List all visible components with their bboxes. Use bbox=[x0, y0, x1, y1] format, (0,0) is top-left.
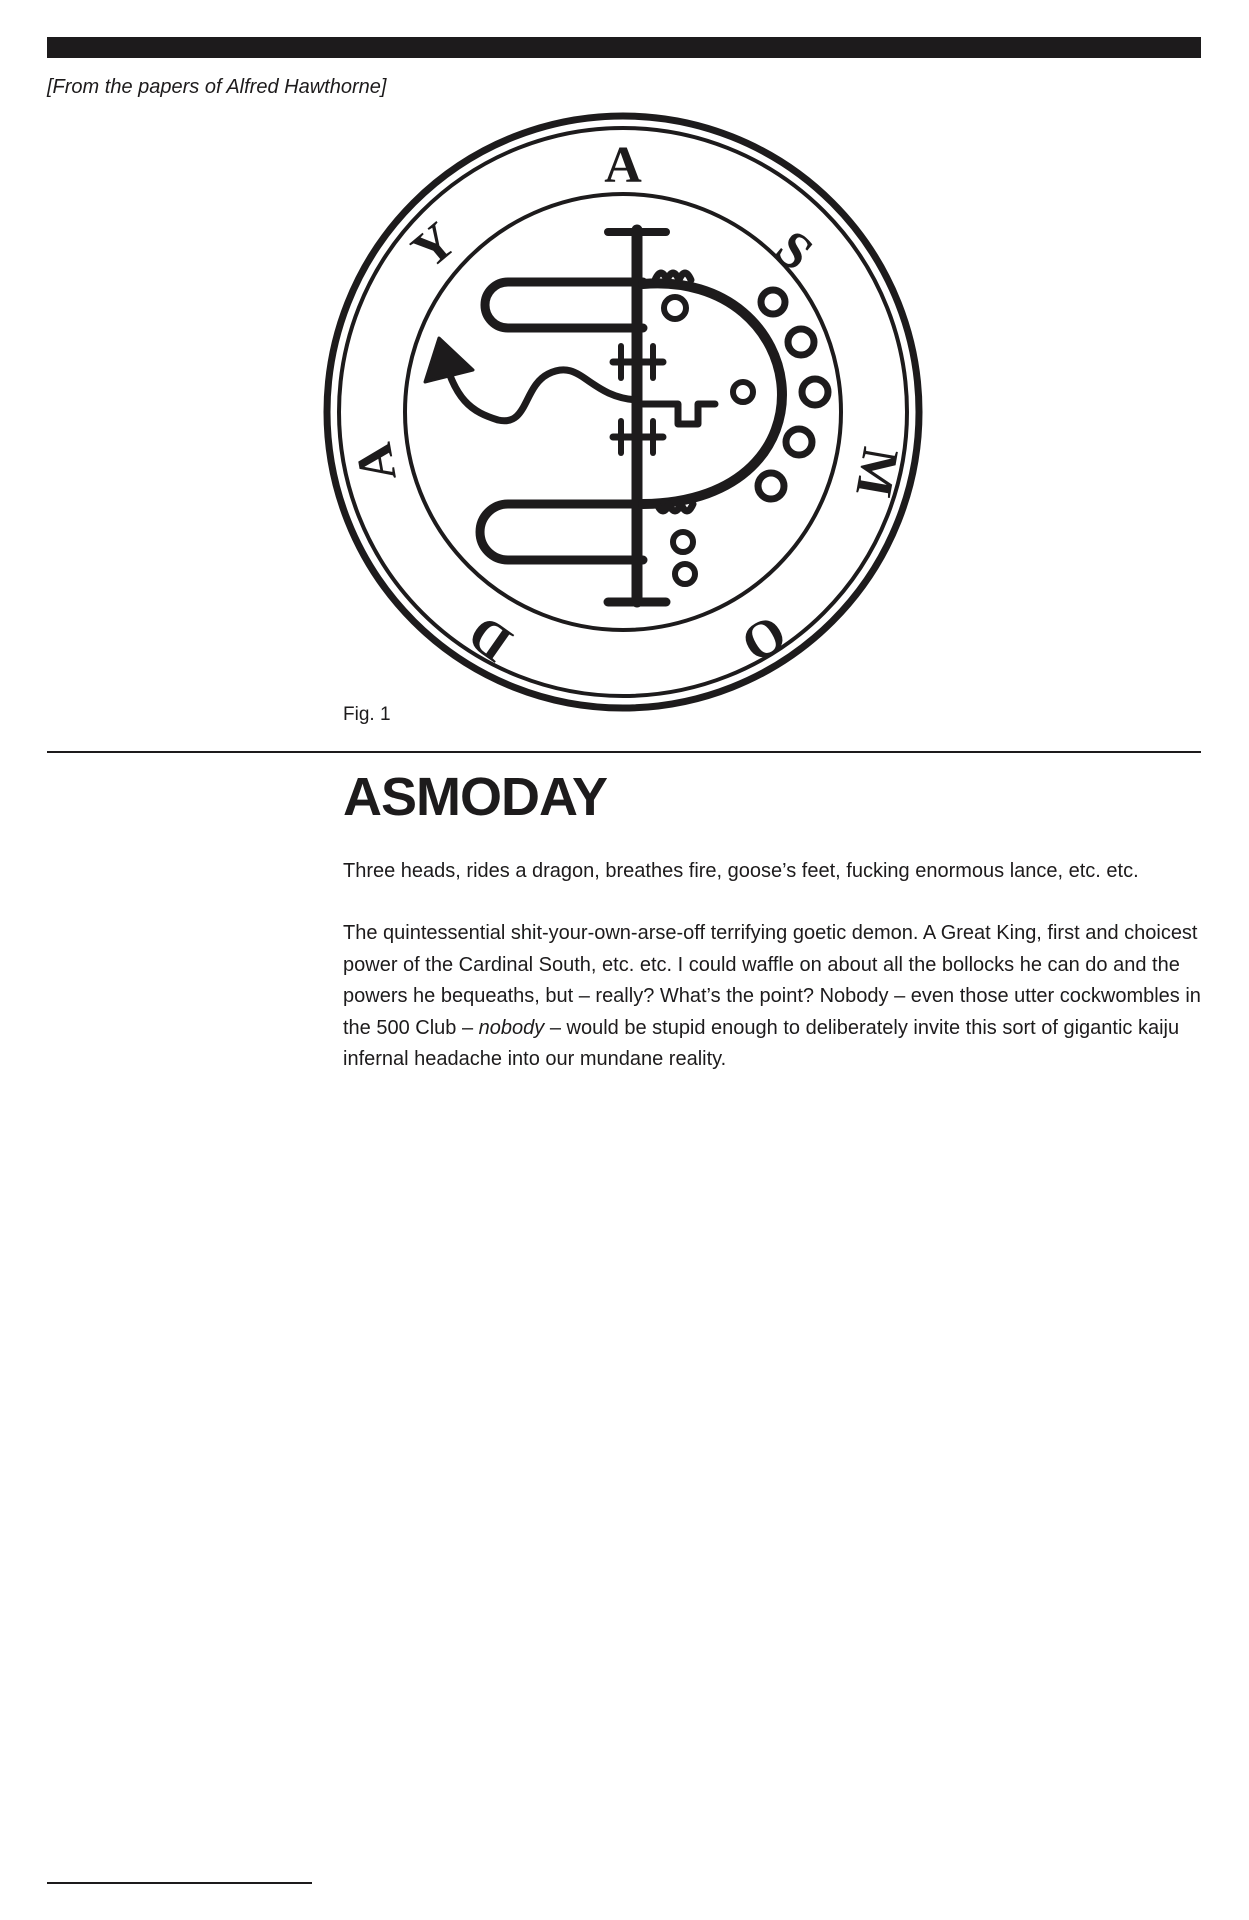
seal-letter-d: D bbox=[458, 604, 522, 673]
asmoday-sigil-icon bbox=[323, 112, 923, 712]
source-note: [From the papers of Alfred Hawthorne] bbox=[47, 76, 387, 98]
footnote-rule bbox=[47, 1882, 312, 1884]
seal-letter-a1: A bbox=[604, 137, 642, 194]
seal-letter-y: Y bbox=[401, 211, 467, 280]
seal-middle-ring bbox=[339, 128, 907, 696]
entry-paragraph-1: Three heads, rides a dragon, breathes fire, goose’s feet, fucking enormous lance, etc. etc. bbox=[343, 860, 1139, 882]
seal-letter-o: O bbox=[731, 603, 796, 674]
paragraph-2-emphasis: nobody bbox=[478, 1016, 545, 1039]
seal-letter-a2: A bbox=[345, 438, 408, 486]
seal-outer-ring bbox=[327, 116, 919, 708]
section-divider bbox=[47, 751, 1201, 753]
entry-paragraph-2 bbox=[343, 918, 1205, 1076]
header-bar bbox=[47, 37, 1201, 58]
paragraph-2-text-end: – would be stupid enough to deliberately invite this sort of gigantic kaiju infernal headache into our mundane reality. bbox=[343, 1016, 1180, 1070]
seal-letter-s: S bbox=[764, 219, 824, 282]
entry-title: ASMODAY bbox=[343, 767, 608, 827]
seal-letter-m: M bbox=[844, 443, 909, 502]
paragraph-2-text-start: The quintessential shit-your-own-arse-off terrifying goetic demon. A Great King, first and choicest power of the Cardinal South, etc. etc. I could waffle on about all the bollocks he can do and the powers he bequeaths, but – really? What’s the point? Nobody – even those utter cockwombles in the 500 Club – bbox=[343, 922, 1201, 1039]
figure-caption: Fig. 1 bbox=[343, 704, 391, 725]
